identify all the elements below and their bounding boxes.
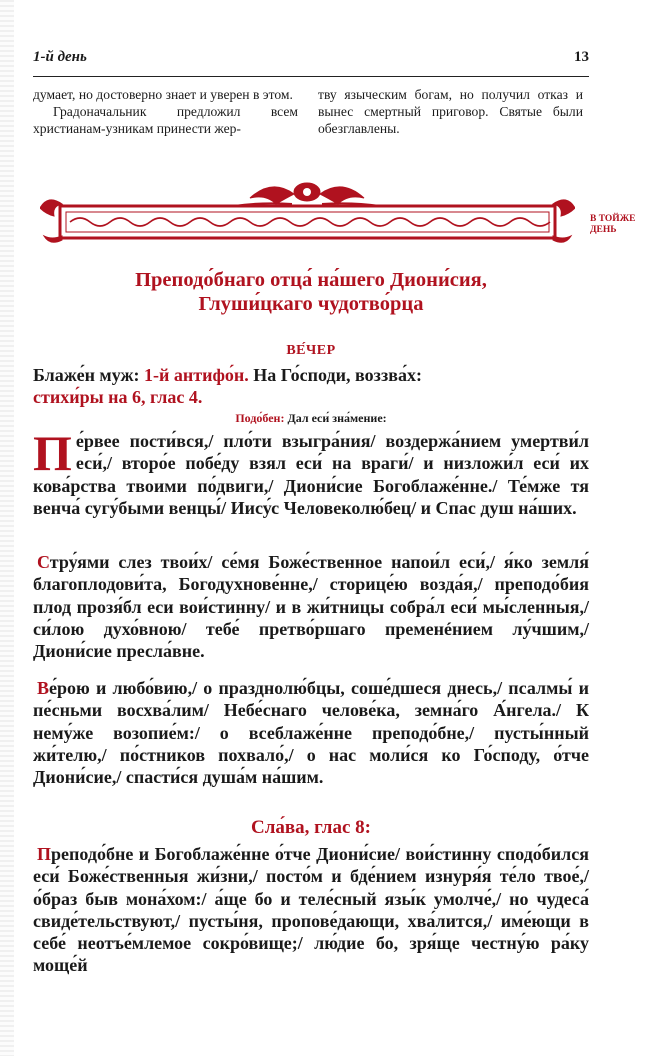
- sticheron-1-initial: П: [33, 425, 72, 481]
- podoben-line: [33, 411, 589, 426]
- intro-part-1: Блаже́н муж:: [33, 365, 145, 385]
- glory-heading: Сла́ва, глас 8:: [251, 817, 371, 838]
- podoben-text: Дал еси́ зна́мение:: [284, 411, 387, 425]
- page-edge-shadow: [0, 0, 14, 1056]
- podoben-label: Подо́бен:: [235, 411, 285, 425]
- sticheron-2: [33, 551, 589, 662]
- intro-part-3: На Го́споди, воззва́х:: [248, 365, 422, 385]
- glory-sticheron: [33, 843, 589, 977]
- intro-line-1: [33, 364, 589, 386]
- sticheron-3: [33, 677, 589, 788]
- title-line-2: Глуши́цкаго чудотво́рца: [198, 293, 424, 315]
- header-rule: [33, 76, 589, 77]
- left-column: [33, 86, 298, 137]
- sticheron-1: [33, 425, 589, 519]
- sticheron-2-text: тру́ями слез твои́х/ се́мя Боже́ственное напои́л еси́,/ я́ко земля́ благоплодови́та, Богодухнове́нне,/ сторице́ю возда́я,/ преподо́бия плод прозя́бл еси вои́стинну/ и в жи́тницы собра́л еси́ мы́сленныя,/ си́лою духо́вною/ тебе́ претво́ршаго пременéнием лу́чшим,/ Диони́сие пресла́вне.: [33, 552, 589, 662]
- intro-antiphon: 1-й антифо́н.: [144, 365, 249, 385]
- sticheron-3-initial: В: [37, 678, 50, 698]
- right-column: [318, 86, 583, 137]
- sticheron-1-text: е́рвее пости́вся,/ пло́ти взыгра́ния/ воздержа́нием умертви́л еси́,/ второ́е побе́ду взял еси́ на враги́/ и низложи́л еси́ их кова́рства твоими по́двиги,/ Диони́сие Богоблаже́нне./ Те́мже тя венча́ сугу́быми венцы́/ Иису́с Человеколю́бец/ и Спас душ на́ших.: [33, 431, 589, 518]
- header-day-label: 1-й день: [33, 49, 87, 65]
- page-number: 13: [574, 49, 589, 65]
- sticheron-2-initial: С: [37, 552, 50, 572]
- title-line-1: Преподо́бнаго отца́ на́шего Диони́сия,: [135, 269, 487, 291]
- section-heading: ВЕ́ЧЕР: [286, 343, 336, 358]
- running-header: [33, 49, 589, 73]
- glory-sticheron-text: реподо́бне и Богоблаже́нне о́тче Диони́сие/ вои́стинну сподо́бился еси́ Боже́ственныя жи́зни,/ посто́м и бде́нием изнуря́я те́ло твое́,/ о́браз быв мона́хом:/ а́ще бо и теле́сный язы́к умолче́,/ но чудеса́ свиде́тельствуют,/ пусты́ня, пропове́дающи, хва́лится,/ име́ющи в себе́ неотъе́млемое сокро́вище;/ лю́дие бо, зря́ще честну́ю ра́ку моще́й: [33, 844, 589, 976]
- side-note: В ТОЙЖЕ ДЕНЬ: [590, 214, 636, 235]
- sticheron-3-text: е́рою и любо́вию,/ о празднолю́бцы, соше́дшеся днесь,/ псалмы́ и пе́сньми восхва́лим/ Небе́снаго челове́ка, земна́го А́нгела./ К нему́же возопие́м:/ о всеблаже́нне преподо́бне,/ пусты́нный жи́телю,/ по́стников похвало́,/ о нас моли́ся ко Го́споду, о́тче Диони́сие,/ спасти́ся душа́м на́шим.: [33, 678, 589, 788]
- glory-sticheron-initial: П: [37, 844, 52, 864]
- headpiece-ornament: [40, 178, 575, 248]
- intro-stichera-rubric: стихи́ры на 6, глас 4.: [33, 387, 203, 407]
- right-column-paragraph-1: тву языческим богам, но получил отказ и вынес смертный приговор. Святые были обезглавлены.: [318, 87, 583, 136]
- left-column-paragraph-2: Градоначальник предложил всем христианам-узникам принести жер-: [33, 104, 298, 136]
- left-column-paragraph-1: думает, но достоверно знает и уверен в этом.: [33, 87, 293, 102]
